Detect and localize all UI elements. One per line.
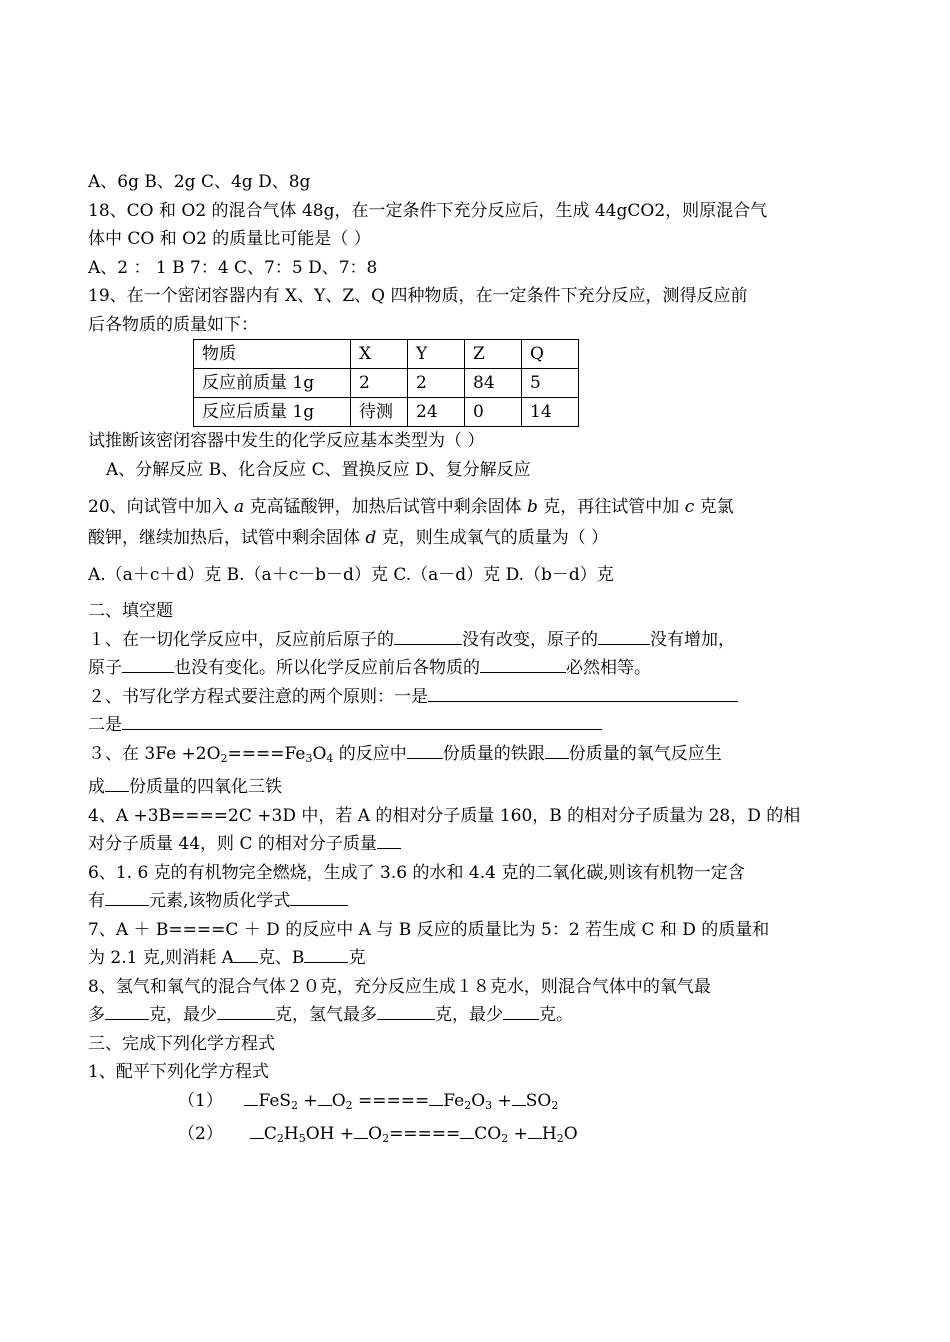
formula-text: H <box>541 1124 557 1144</box>
subscript: 2 <box>501 1132 509 1145</box>
equation-number: （1） <box>178 1090 223 1111</box>
q18-options: A、2 ： 1 B 7：4 C、7：5 D、7：8 <box>88 257 378 278</box>
equation-1 <box>88 1087 788 1121</box>
fill-text: 多 <box>88 1005 105 1025</box>
subscript: 2 <box>276 1132 284 1145</box>
answer-blank[interactable] <box>503 1002 539 1020</box>
fill-text: ２、书写化学方程式要注意的两个原则：一是 <box>88 686 428 707</box>
fill-text: 克，最少 <box>149 1005 217 1025</box>
q20-text: 20、向试管中加入 <box>88 497 235 517</box>
coefficient-blank[interactable] <box>460 1121 474 1139</box>
fill-7-line-2 <box>88 944 788 973</box>
table-cell: 24 <box>408 398 465 427</box>
table-cell: 84 <box>465 369 522 398</box>
fill-text: 克 <box>348 948 366 968</box>
fill-3-line-1 <box>88 740 788 774</box>
fill-4-line-1: 4、A +3B====2C +3D 中，若 A 的相对分子质量 160，B 的相对分子质量为 28，D 的相 <box>88 805 801 826</box>
formula-text: O <box>368 1124 383 1144</box>
table-cell: 待测 <box>351 398 408 427</box>
table-header-row <box>194 340 579 369</box>
table-cell: 5 <box>522 369 579 398</box>
formula-text: Fe <box>443 1090 465 1111</box>
fill-text: 克，最少 <box>435 1005 503 1025</box>
equation-2 <box>88 1120 788 1154</box>
q17-options: A、6g B、2g C、4g D、8g <box>88 172 311 192</box>
formula-text: O <box>331 1090 346 1111</box>
formula-text: + <box>492 1090 512 1111</box>
coefficient-blank[interactable] <box>244 1088 258 1106</box>
fill-3-line-2 <box>88 773 788 802</box>
subscript: 2 <box>551 1098 559 1112</box>
fill-text: 为 2.1 克,则消耗 A <box>88 948 234 968</box>
fill-text: 元素,该物质化学式 <box>149 891 291 911</box>
formula-text: OH + <box>305 1124 355 1144</box>
answer-blank[interactable] <box>545 741 569 759</box>
fill-text: 克。 <box>539 1005 573 1025</box>
answer-blank[interactable] <box>234 945 258 963</box>
subscript: 2 <box>345 1098 353 1112</box>
q18-stem-1: 18、CO 和 O2 的混合气体 48g，在一定条件下充分反应后，生成 44gCO2，则原混合气 <box>88 200 768 221</box>
fill-text: 没有改变，原子的 <box>462 629 598 650</box>
coefficient-blank[interactable] <box>512 1088 526 1106</box>
answer-blank[interactable] <box>598 627 650 645</box>
fill-text: 有 <box>88 891 105 911</box>
formula-text: C <box>263 1124 277 1144</box>
answer-blank[interactable] <box>428 684 738 702</box>
coefficient-blank[interactable] <box>318 1088 332 1106</box>
formula-text: FeS <box>258 1090 292 1111</box>
coefficient-blank[interactable] <box>429 1088 443 1106</box>
fill-text: ３、在 3Fe +2O <box>88 743 221 764</box>
table-cell: 反应后质量 1g <box>194 398 351 427</box>
fill-6-line-1: 6、1. 6 克的有机物完全燃烧，生成了 3.6 的水和 4.4 克的二氧化碳,则该有机物一定含 <box>88 862 745 883</box>
fill-text: 份质量的氧气反应生 <box>568 743 722 764</box>
fill-text: O <box>312 743 327 764</box>
q19-stem-1: 19、在一个密闭容器内有 X、Y、Z、Q 四种物质，在一定条件下充分反应，测得反应前 <box>88 286 748 306</box>
table-cell: 14 <box>522 398 579 427</box>
fill-text: 克、B <box>257 948 305 968</box>
table-row <box>194 398 579 427</box>
formula-text: + <box>508 1124 528 1144</box>
fill-1-line-1 <box>88 626 788 655</box>
subscript: 3 <box>305 751 313 765</box>
fill-8-line-2 <box>88 1001 788 1030</box>
fill-1-line-2 <box>88 654 788 683</box>
subscript: 2 <box>556 1132 564 1145</box>
fill-6-line-2 <box>88 887 788 916</box>
answer-blank[interactable] <box>407 741 443 759</box>
fill-text: ====Fe <box>227 743 306 764</box>
table-cell: Y <box>408 340 465 369</box>
answer-blank[interactable] <box>377 831 401 849</box>
fill-text: 原子 <box>88 658 122 678</box>
var-d: d <box>365 528 377 548</box>
fill-text: 成 <box>88 777 105 797</box>
table-cell: 反应前质量 1g <box>194 369 351 398</box>
table-cell: 2 <box>351 369 408 398</box>
q20-text: 克，再往试管中加 <box>537 497 685 517</box>
q20-text: 克氯 <box>694 497 734 517</box>
q20-text: 克高锰酸钾，加热后试管中剩余固体 <box>244 497 527 517</box>
var-b: b <box>527 497 538 517</box>
fill-4-line-2 <box>88 830 788 859</box>
coefficient-blank[interactable] <box>528 1121 542 1139</box>
fill-text: 克，氢气最多 <box>275 1005 377 1025</box>
answer-blank[interactable] <box>217 1002 275 1020</box>
fill-text: 也没有变化。所以化学反应前后各物质的 <box>174 658 480 678</box>
coefficient-blank[interactable] <box>354 1121 368 1139</box>
equation-number: （2） <box>178 1124 223 1144</box>
subscript: 2 <box>291 1098 299 1112</box>
q20-text: 克，则生成氧气的质量为（ ） <box>376 528 609 548</box>
answer-blank[interactable] <box>377 1002 435 1020</box>
table-cell: X <box>351 340 408 369</box>
formula-text: + <box>298 1090 318 1111</box>
answer-blank[interactable] <box>105 774 129 792</box>
answer-blank[interactable] <box>480 655 566 673</box>
fill-2-line-2 <box>88 711 788 740</box>
var-c: c <box>684 497 695 517</box>
q20-stem-2 <box>88 523 788 554</box>
subscript: 2 <box>382 1132 390 1145</box>
table-cell: 0 <box>465 398 522 427</box>
worksheet-page <box>88 168 801 1154</box>
section-2-title: 二、填空题 <box>88 601 173 621</box>
formula-text: SO <box>525 1090 552 1111</box>
table-cell: 物质 <box>194 340 351 369</box>
fill-text: 必然相等。 <box>566 658 651 678</box>
table-cell: Q <box>522 340 579 369</box>
answer-blank[interactable] <box>290 888 348 906</box>
q19-question: 试推断该密闭容器中发生的化学反应基本类型为（ ） <box>88 431 485 451</box>
balance-title: 1、配平下列化学方程式 <box>88 1062 269 1082</box>
answer-blank[interactable] <box>394 627 462 645</box>
answer-blank[interactable] <box>304 945 348 963</box>
subscript: 5 <box>298 1132 306 1145</box>
subscript: 2 <box>464 1098 472 1112</box>
table-cell: Z <box>465 340 522 369</box>
q19-stem-2: 后各物质的质量如下： <box>88 314 258 335</box>
q20-text: 酸钾，继续加热后，试管中剩余固体 <box>88 528 366 548</box>
answer-blank[interactable] <box>105 1002 149 1020</box>
subscript: 4 <box>326 751 334 765</box>
formula-text: O <box>471 1090 486 1111</box>
fill-text: １、在一切化学反应中，反应前后原子的 <box>88 629 394 650</box>
fill-7-line-1: 7、A ＋ B====C ＋ D 的反应中 A 与 B 反应的质量比为 5：2 若生成 C 和 D 的质量和 <box>88 919 770 940</box>
fill-8-line-1: 8、氢气和氧气的混合气体２０克，充分反应生成１８克水，则混合气体中的氧气最 <box>88 976 711 997</box>
formula-text: ===== <box>352 1090 430 1111</box>
table-cell: 2 <box>408 369 465 398</box>
answer-blank[interactable] <box>122 712 602 730</box>
subscript: 3 <box>485 1098 493 1112</box>
fill-text: 对分子质量 44，则 C 的相对分子质量 <box>88 834 377 854</box>
q20-stem-1 <box>88 492 788 523</box>
q19-options: A、分解反应 B、化合反应 C、置换反应 D、复分解反应 <box>106 459 531 480</box>
answer-blank[interactable] <box>105 888 149 906</box>
fill-text: 二是 <box>88 715 122 735</box>
formula-text: H <box>283 1124 299 1144</box>
var-a: a <box>234 497 245 517</box>
formula-text: ===== <box>389 1124 461 1144</box>
fill-text: 份质量的四氧化三铁 <box>129 777 282 797</box>
fill-text: 没有增加， <box>650 629 735 650</box>
fill-text: 的反应中 <box>333 743 407 764</box>
fill-text: 份质量的铁跟 <box>442 743 545 764</box>
formula-text: O <box>563 1124 578 1144</box>
section-3-title: 三、完成下列化学方程式 <box>88 1033 275 1054</box>
answer-blank[interactable] <box>122 655 174 673</box>
table-row <box>194 369 579 398</box>
q18-stem-2: 体中 CO 和 O2 的质量比可能是（ ） <box>88 229 371 249</box>
coefficient-blank[interactable] <box>250 1121 264 1139</box>
q20-options: A.（a＋c＋d）克 B.（a＋c－b－d）克 C.（a－d）克 D.（b－d）克 <box>88 565 614 585</box>
subscript: 2 <box>220 751 228 765</box>
formula-text: CO <box>474 1124 502 1144</box>
mass-table <box>193 339 579 427</box>
fill-2-line-1 <box>88 683 788 712</box>
